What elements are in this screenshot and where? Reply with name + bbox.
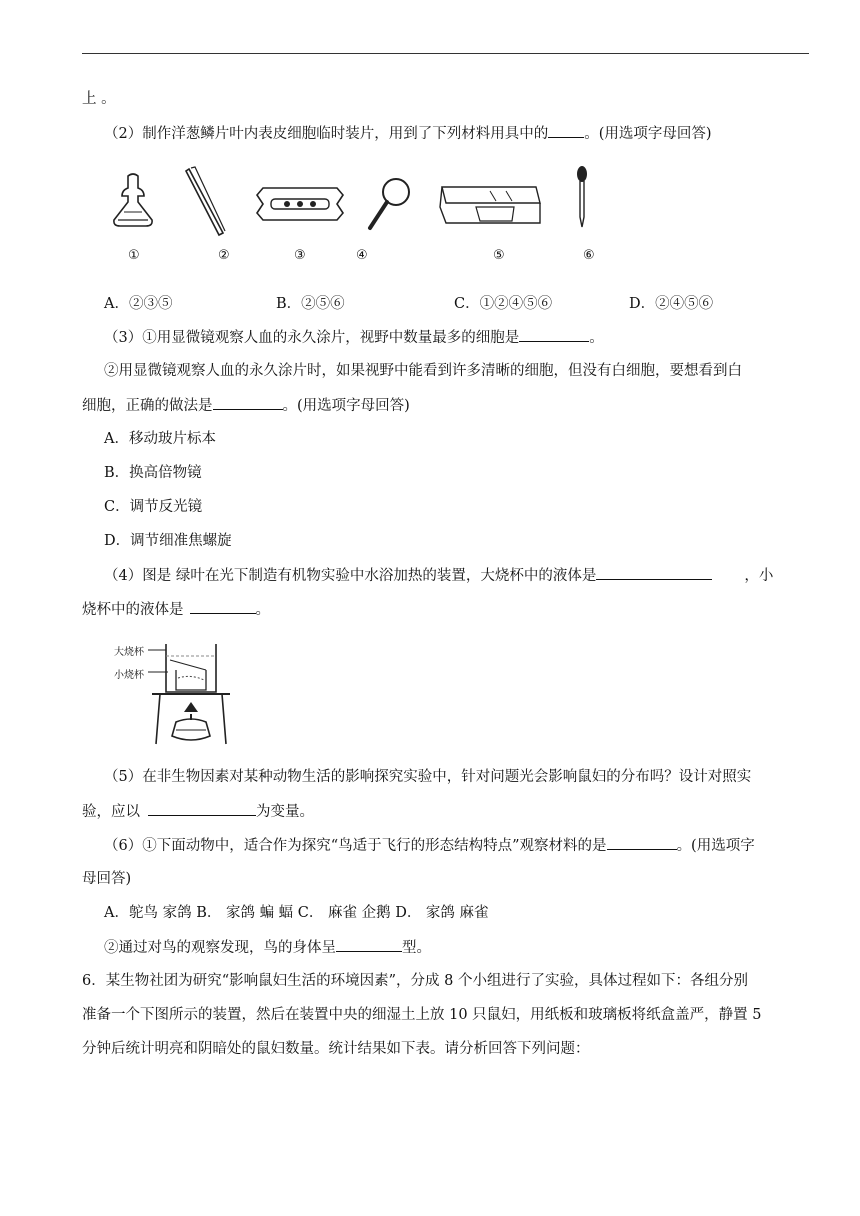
razor-blade-icon — [255, 185, 345, 223]
tool-label-1: ① — [128, 248, 140, 263]
tool-label-6: ⑥ — [583, 248, 595, 263]
question-5: （5）在非生物因素对某种动物生活的影响探究实验中，针对问题光会影响鼠妇的分布吗？设计对照实 — [104, 769, 752, 785]
answer-blank[interactable] — [190, 598, 256, 614]
answer-blank[interactable] — [596, 564, 712, 580]
header-rule — [82, 53, 809, 54]
question-4-cont: 烧杯中的液体是 。 — [82, 598, 270, 621]
question-2: （2）制作洋葱鳞片叶内表皮细胞临时装片，用到了下列材料用具中的 。(用选项字母回答) — [104, 122, 712, 145]
text-line: 上 。 — [82, 91, 116, 107]
q2-option-b[interactable]: B．②⑤⑥ — [276, 296, 345, 312]
problem-6-cont-2: 分钟后统计明亮和阴暗处的鼠妇数量。统计结果如下表。请分析回答下列问题： — [82, 1041, 590, 1057]
question-3-2-cont: 细胞，正确的做法是 。(用选项字母回答) — [82, 394, 410, 417]
q3-option-c[interactable]: C．调节反光镜 — [104, 499, 203, 515]
answer-blank[interactable] — [336, 936, 402, 952]
tool-label-5: ⑤ — [493, 248, 505, 263]
question-4: （4）图是 绿叶在光下制造有机物实验中水浴加热的装置，大烧杯中的液体是 ，小 — [104, 564, 773, 587]
tool-label-3: ③ — [294, 248, 306, 263]
tool-label-2: ② — [218, 248, 230, 263]
q2-option-d[interactable]: D．②④⑤⑥ — [629, 296, 714, 312]
tool-label-4: ④ — [356, 248, 368, 263]
q3-option-d[interactable]: D．调节细准焦螺旋 — [104, 533, 232, 549]
question-5-cont: 验，应以 为变量。 — [82, 800, 314, 823]
q2-option-a[interactable]: A．②③⑤ — [104, 296, 173, 312]
tweezers-icon — [183, 165, 229, 237]
magnifier-icon — [366, 176, 412, 232]
question-3-2: ②用显微镜观察人血的永久涂片时，如果视野中能看到许多清晰的细胞，但没有白细胞，要想看到白 — [104, 363, 742, 379]
answer-blank[interactable] — [519, 326, 589, 342]
small-beaker-label: 小烧杯 — [114, 670, 144, 681]
problem-6: 6．某生物社团为研究“影响鼠妇生活的环境因素”，分成 8 个小组进行了实验，具体过程如下：各组分别 — [82, 973, 748, 989]
dropper-icon — [573, 165, 591, 229]
slide-coverslip-icon — [436, 183, 546, 225]
dropper-bottle-icon — [110, 172, 156, 230]
q3-option-b[interactable]: B．换高倍物镜 — [104, 465, 202, 481]
answer-blank[interactable] — [148, 800, 256, 816]
question-3-1: （3）①用显微镜观察人血的永久涂片，视野中数量最多的细胞是 。 — [104, 326, 604, 349]
question-6-1-cont: 母回答) — [82, 871, 132, 887]
q2-option-c[interactable]: C．①②④⑤⑥ — [454, 296, 553, 312]
big-beaker-label: 大烧杯 — [114, 647, 144, 658]
answer-blank[interactable] — [213, 394, 283, 410]
answer-blank[interactable] — [548, 122, 584, 138]
problem-6-cont-1: 准备一个下图所示的装置，然后在装置中央的细湿土上放 10 只鼠妇，用纸板和玻璃板将纸盒盖严，静置 5 — [82, 1007, 762, 1023]
question-6-1: （6）①下面动物中，适合作为探究“鸟适于飞行的形态结构特点”观察材料的是 。(用选项字 — [104, 834, 755, 857]
answer-blank[interactable] — [607, 834, 677, 850]
q6-options[interactable]: A．鸵鸟 家鸽 B． 家鸽 蝙 蝠 C． 麻雀 企鹅 D． 家鸽 麻雀 — [104, 905, 489, 921]
q3-option-a[interactable]: A．移动玻片标本 — [104, 431, 216, 447]
water-bath-apparatus-icon — [146, 640, 238, 746]
question-6-2: ②通过对鸟的观察发现，鸟的身体呈 型。 — [104, 936, 431, 959]
